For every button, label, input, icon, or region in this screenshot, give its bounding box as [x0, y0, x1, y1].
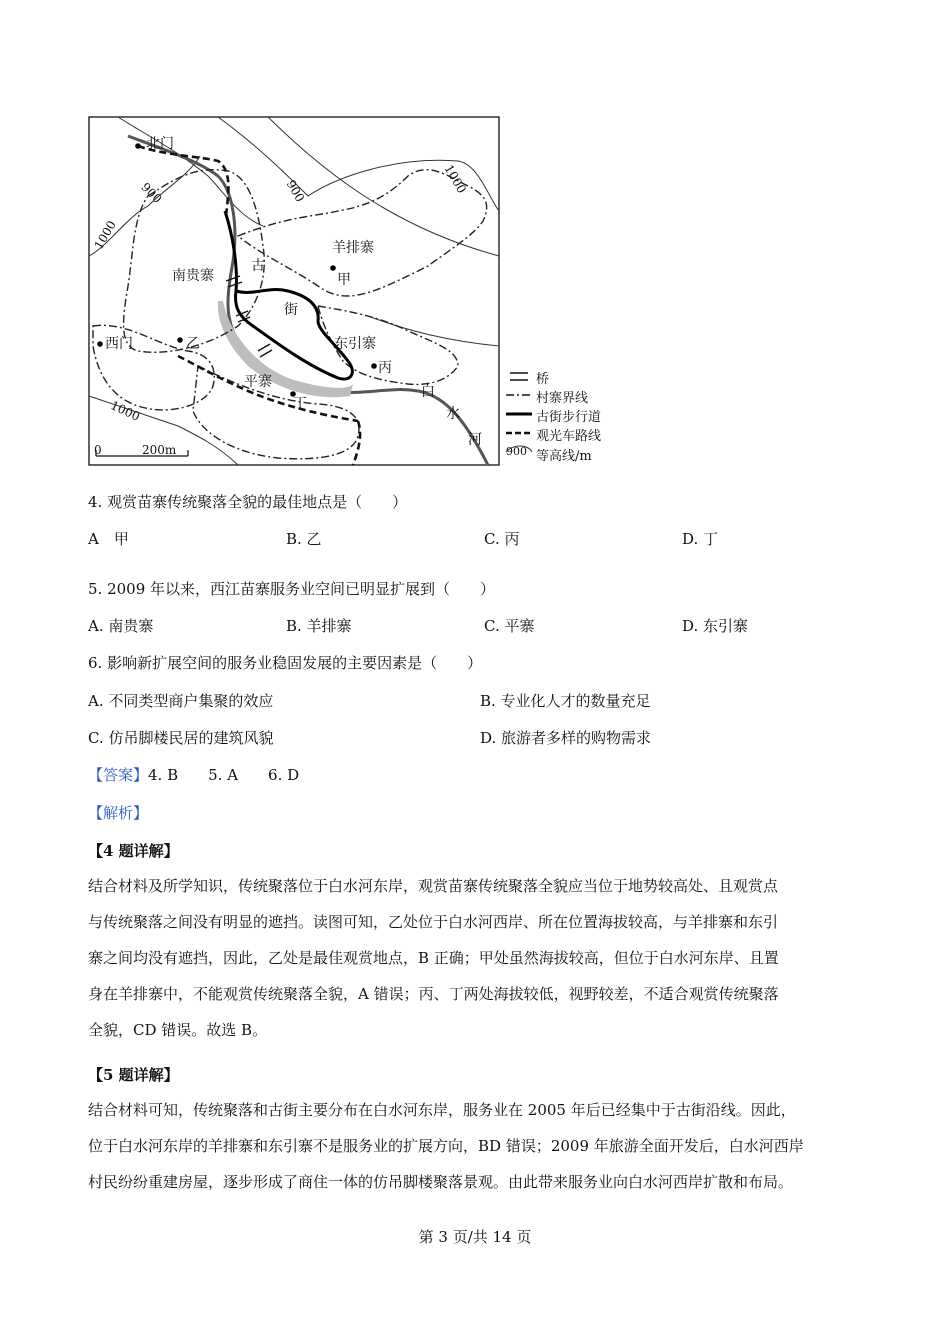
contour-line: [118, 117, 263, 226]
legend-boundary-label: 村寨界线: [536, 391, 589, 406]
point-bing: [371, 363, 377, 369]
detail4-title: 【4 题详解】: [88, 842, 179, 860]
bus-route: [138, 146, 228, 216]
detail5-line: 结合材料可知，传统聚落和古街主要分布在白水河东岸，服务业在 2005 年后已经集中于古街沿线。因此，: [88, 1101, 796, 1119]
point-jia: [330, 265, 336, 271]
q4-option-c: C. 丙: [484, 530, 520, 548]
map-frame: [89, 117, 499, 465]
question-5: [88, 578, 495, 599]
q4-option-d: D. 丁: [682, 530, 719, 548]
question-stem: 观赏苗寨传统聚落全貌的最佳地点是（ ）: [107, 493, 408, 511]
question-4: [88, 491, 407, 512]
q5-option-b: B. 羊排寨: [286, 617, 352, 635]
detail5-title: 【5 题详解】: [88, 1066, 179, 1084]
scale-distance: 200m: [142, 443, 177, 457]
map-figure: [88, 116, 618, 468]
question-6: [88, 652, 482, 673]
point-yi: [177, 337, 183, 343]
label-ximen: 西门: [105, 336, 133, 352]
analysis-label: 【解析】: [88, 804, 149, 822]
question-number: 4.: [88, 493, 103, 511]
label-ding: 丁: [293, 396, 307, 412]
q5-option-d: D. 东引寨: [682, 617, 749, 635]
label-shui: 水: [446, 406, 460, 422]
detail4-line: 与传统聚落之间没有明显的遮挡。读图可知，乙处位于白水河西岸、所在位置海拔较高，与羊排寨和东引: [88, 913, 779, 931]
q6-option-b: B. 专业化人才的数量充足: [480, 692, 651, 710]
q6-option-a: A. 不同类型商户集聚的效应: [88, 692, 274, 710]
contour-label: 1000: [91, 218, 119, 252]
point-ximen: [97, 341, 103, 347]
q6-option-c: C. 仿吊脚楼民居的建筑风貌: [88, 729, 274, 747]
legend-contour-label: 等高线/m: [536, 449, 592, 464]
contour-line: [368, 316, 499, 346]
contour-label: 900: [283, 177, 308, 205]
legend-symbols: [506, 373, 532, 452]
q4-option-a: A 甲: [88, 530, 129, 548]
label-jia: 甲: [337, 272, 351, 288]
page-footer: 第 3 页/共 14 页: [418, 1228, 532, 1246]
legend-bus-label: 观光车路线: [536, 429, 602, 444]
label-nanguizhai: 南贵寨: [172, 268, 214, 284]
contour-label: 1000: [441, 162, 469, 196]
label-yi: 乙: [186, 336, 200, 352]
detail4-line: 全貌，CD 错误。故选 B。: [88, 1021, 268, 1039]
label-bing: 丙: [378, 360, 392, 376]
point-beimen: [135, 143, 141, 149]
q4-option-b: B. 乙: [286, 530, 322, 548]
label-dongyinzhai: 东引寨: [334, 336, 376, 352]
contour-label: 900: [138, 179, 165, 207]
question-stem: 2009 年以来，西江苗寨服务业空间已明显扩展到（ ）: [107, 580, 496, 598]
answer-line: [88, 764, 299, 785]
legend-contour-value: 900: [506, 445, 527, 458]
answer-text: 4. B 5. A 6. D: [148, 766, 300, 784]
detail4-line: 寨之间均没有遮挡，因此，乙处是最佳观赏地点，B 正确；甲处虽然海拔较高，但位于白水河东岸、且置: [88, 949, 779, 967]
detail5-line: 位于白水河东岸的羊排寨和东引寨不是服务业的扩展方向，BD 错误；2009 年旅游全面开发后，白水河西岸: [88, 1137, 804, 1155]
detail4-line: 身在羊排寨中，不能观赏传统聚落全貌，A 错误；丙、丁两处海拔较低，视野较差，不适合观赏传统聚落: [88, 985, 779, 1003]
q5-option-a: A. 南贵寨: [88, 617, 154, 635]
detail4-body: [88, 868, 870, 1048]
answer-label: 【答案】: [88, 766, 149, 784]
label-bai: 白: [421, 384, 435, 400]
detail5-line: 村民纷纷重建房屋，逐步形成了商住一体的仿吊脚楼聚落景观。由此带来服务业向白水河西岸扩散和布局。: [88, 1173, 794, 1191]
q5-option-c: C. 平寨: [484, 617, 535, 635]
question-number: 6.: [88, 654, 103, 672]
village-boundary: [124, 170, 265, 353]
q6-option-d: D. 旅游者多样的购物需求: [480, 729, 652, 747]
label-gu: 古: [251, 258, 265, 274]
contour-line: [218, 117, 499, 211]
question-stem: 影响新扩展空间的服务业稳固发展的主要因素是（ ）: [107, 654, 483, 672]
label-pingzhai: 平寨: [244, 374, 272, 390]
legend-bridge-label: 桥: [536, 372, 550, 387]
detail5-body: [88, 1092, 870, 1200]
scale-zero: 0: [94, 443, 102, 457]
label-jie: 街: [284, 302, 298, 318]
label-yangpaizhai: 羊排寨: [332, 240, 374, 256]
village-boundary: [238, 170, 487, 296]
contour-label: 1000: [108, 398, 143, 424]
label-he: 河: [468, 432, 482, 448]
legend-street-label: 古街步行道: [536, 410, 602, 425]
label-beimen: 北门: [146, 136, 174, 152]
question-number: 5.: [88, 580, 103, 598]
detail4-line: 结合材料及所学知识，传统聚落位于白水河东岸，观赏苗寨传统聚落全貌应当位于地势较高处、且观赏点: [88, 877, 779, 895]
